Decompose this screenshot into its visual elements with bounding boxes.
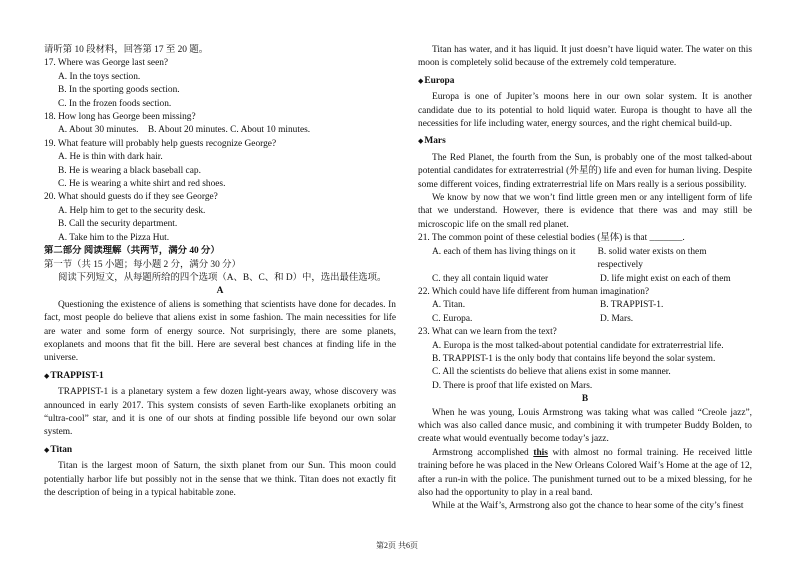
text-run: with almost no formal training. He received little training before he was placed in the New Orleans Colored Waif’s Home at the age of 12, after a run-in with the police. The punishment turned out to be a mixed blessing, for he also had the opportunity to play in a real band. — [418, 447, 752, 498]
option: C. In the frozen foods section. — [58, 98, 172, 109]
option: C. they all contain liquid water — [432, 273, 549, 284]
passage-label-b: B — [581, 394, 589, 405]
heading-trappist — [44, 370, 396, 383]
options-row — [418, 299, 752, 312]
paragraph-titan: Titan is the largest moon of Saturn, the sixth planet from our Sun. This moon could potentially harbor life but possibly not in the sense that we think. Titan does not exactly fit the description of being in a typical habitable zone. — [44, 461, 396, 498]
question-17: 17. Where was George last seen? — [44, 58, 169, 69]
paragraph-trappist: TRAPPIST-1 is a planetary system a few dozen light-years away, whose discovery was announced in early 2017. This system consists of seven Earth-like exoplanets orbiting an “ultra-cool” star, and it is one of our shots at finding possible life beyond our own solar system. — [44, 387, 396, 438]
option: A. In the toys section. — [58, 71, 141, 82]
option: D. There is proof that life existed on Mars. — [432, 380, 593, 391]
question-22: 22. Which could have life different from human imagination? — [418, 286, 650, 297]
paragraph-mars-1: The Red Planet, the fourth from the Sun, is probably one of the most talked-about potential candidates for extraterrestrial (外星的) life and even for human living. Despite some different voices, finding extraterrestrial life on Mars really is a serious possibility. — [418, 152, 752, 190]
option: A. each of them has living things on it — [432, 246, 576, 257]
option: B. TRAPPIST-1 is the only body that contains life beyond the solar system. — [432, 353, 716, 364]
option: B. TRAPPIST-1. — [600, 300, 664, 311]
option: A. Help him to get to the security desk. — [58, 205, 206, 216]
option: A. Europa is the most talked-about potential candidate for extraterrestrial life. — [432, 340, 724, 351]
options-row — [418, 246, 752, 273]
text-run: Armstrong accomplished — [432, 447, 534, 458]
diamond-icon: ◆ — [44, 445, 50, 454]
underlined-word: this — [533, 447, 548, 458]
passage-label-a: A — [216, 286, 224, 297]
option: B. He is wearing a black baseball cap. — [58, 165, 201, 176]
section-title: 第一节（共 15 小题；每小题 2 分，满分 30 分） — [44, 259, 241, 270]
heading-text: Europa — [424, 75, 455, 86]
option: A. Titan. — [432, 300, 466, 311]
options-row — [418, 313, 752, 326]
option: D. life might exist on each of them — [600, 273, 731, 284]
question-23: 23. What can we learn from the text? — [418, 327, 557, 338]
paragraph-mars-2: We know by now that we won’t find little green men or any intelligent form of life that we understand. However, there is evidence that there was and may still be microscopic life on the small red planet. — [418, 193, 752, 230]
heading-text: Mars — [424, 136, 446, 147]
heading-mars — [418, 135, 752, 148]
diamond-icon: ◆ — [44, 371, 50, 380]
option: B. Call the security department. — [58, 219, 178, 230]
paragraph-europa: Europa is one of Jupiter’s moons here in our own solar system. It is another candidate due to its potential to hold liquid water. Europa is thought to have all the necessities for life including water, energy sources, and the right chemical build-up. — [418, 92, 752, 130]
paragraph-b-2 — [418, 447, 752, 501]
option: A. He is thin with dark hair. — [58, 152, 163, 163]
option: C. All the scientists do believe that aliens exist in some manner. — [432, 367, 671, 378]
right-column — [418, 44, 752, 514]
heading-europa — [418, 75, 752, 88]
left-column — [44, 44, 396, 500]
diamond-icon: ◆ — [418, 76, 424, 85]
paragraph-b-1: When he was young, Louis Armstrong was taking what was called “Creole jazz”, which was also called dance music, and combining it with trumpeter Buddy Bolden, to create what would eventually become today’s jazz. — [418, 407, 752, 445]
listening-intro: 请听第 10 段材料，回答第 17 至 20 题。 — [44, 45, 209, 55]
option: A. Take him to the Pizza Hut. — [58, 232, 170, 243]
heading-titan — [44, 444, 396, 457]
option: B. solid water exists on them respectively — [597, 246, 707, 271]
paragraph-titan-cont: Titan has water, and it has liquid. It just doesn’t have liquid water. The water on this moon is completely solid because of the extremely cold temperature. — [418, 45, 752, 69]
option: C. He is wearing a white shirt and red shoes. — [58, 179, 226, 190]
question-18: 18. How long has George been missing? — [44, 112, 196, 123]
option: D. Mars. — [600, 313, 634, 324]
question-21: 21. The common point of these celestial bodies (星体) is that _______. — [418, 233, 685, 244]
options-row — [418, 273, 752, 286]
heading-text: TRAPPIST-1 — [50, 370, 104, 381]
instruction: 阅读下列短文，从每题所给的四个选项（A、B、C、和 D）中，选出最佳选项。 — [58, 272, 387, 283]
question-19: 19. What feature will probably help guests recognize George? — [44, 138, 277, 149]
option-inline: A. About 30 minutes. B. About 20 minutes. C. About 10 minutes. — [58, 125, 311, 136]
page-footer: 第2页 共6页 — [376, 541, 418, 550]
option: C. Europa. — [432, 313, 473, 324]
option: B. In the sporting goods section. — [58, 85, 180, 96]
question-20: 20. What should guests do if they see George? — [44, 192, 218, 203]
diamond-icon: ◆ — [418, 137, 424, 146]
passage-intro: Questioning the existence of aliens is something that scientists have done for decades. In fact, most people do believe that aliens exist in some fashion. The main necessities for life are water and some form of energy source. Not surprisingly, there are some planets, exoplanets and moons that fit the bill. Here are several best chances at finding life in the universe. — [44, 299, 396, 364]
part-title: 第二部分 阅读理解（共两节，满分 40 分） — [44, 246, 220, 257]
paragraph-b-3: While at the Waif’s, Armstrong also got the chance to hear some of the city’s finest — [432, 501, 744, 512]
heading-text: Titan — [50, 444, 73, 455]
